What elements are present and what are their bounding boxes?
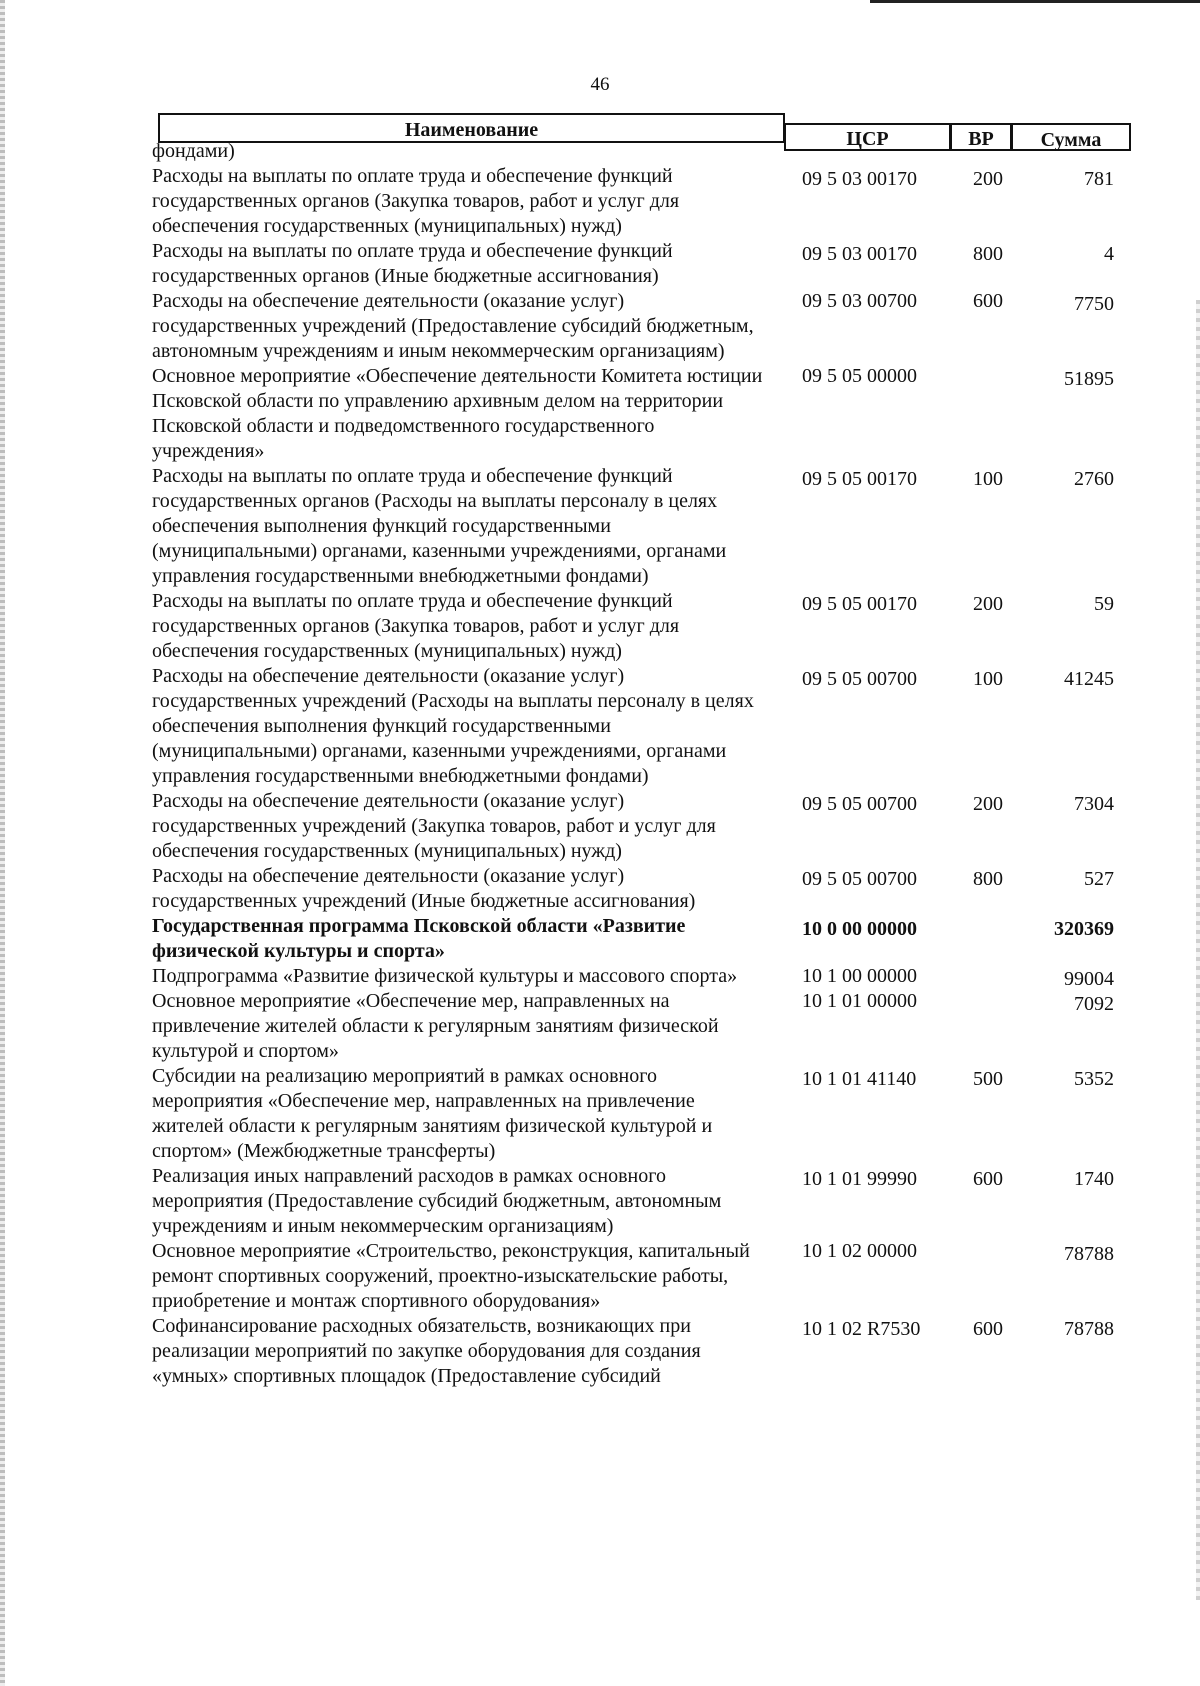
- table-row: [152, 589, 1132, 664]
- row-csr: 09 5 05 00700: [802, 868, 917, 890]
- row-name: Расходы на выплаты по оплате труда и обеспечение функций государственных органов (Иные бюджетные ассигнования): [152, 240, 673, 287]
- row-csr: 09 5 03 00700: [802, 290, 917, 312]
- row-csr: 09 5 03 00170: [802, 243, 917, 265]
- row-vr: 600: [973, 1168, 1003, 1190]
- row-sum: 78788: [1064, 1318, 1114, 1340]
- table-row: [152, 989, 1132, 1064]
- row-csr: 10 1 01 41140: [802, 1068, 917, 1090]
- scan-edge-top: [870, 0, 1200, 3]
- row-vr: 200: [973, 793, 1003, 815]
- table-row: [152, 164, 1132, 239]
- row-name: Софинансирование расходных обязательств, возникающих при реализации мероприятий по закупке оборудования для создания «умных» спортивных площадок (Предоставление субсидий: [152, 1315, 701, 1387]
- row-csr: 10 1 01 00000: [802, 990, 917, 1012]
- scan-edge-left: [0, 0, 5, 1686]
- table-row: [152, 789, 1132, 864]
- row-sum: 527: [1084, 868, 1114, 890]
- table-row: [152, 664, 1132, 789]
- header-vr: ВР: [950, 123, 1012, 151]
- table-row: [152, 1164, 1132, 1239]
- row-sum: 2760: [1074, 468, 1114, 490]
- row-name: Основное мероприятие «Обеспечение мер, направленных на привлечение жителей области к регулярным занятиям физической культурой и спортом»: [152, 990, 719, 1062]
- table-row: [152, 464, 1132, 589]
- row-sum: 320369: [1054, 918, 1114, 940]
- table-body: [152, 139, 1132, 1389]
- table-row: [152, 139, 1132, 164]
- row-name: Расходы на выплаты по оплате труда и обеспечение функций государственных органов (Расходы на выплаты персоналу в целях обеспечения выполнения функций государственными (муниципальными) органами, казенными учреждениями, органами управления государственными внебюджетными фондами): [152, 465, 727, 587]
- row-vr: 800: [973, 243, 1003, 265]
- table-row: [152, 239, 1132, 289]
- row-sum: 51895: [1064, 368, 1114, 390]
- row-name: Реализация иных направлений расходов в рамках основного мероприятия (Предоставление субсидий бюджетным, автономным учреждениям и иным некоммерческим организациям): [152, 1165, 722, 1237]
- table-row: [152, 864, 1132, 914]
- row-sum: 7092: [1074, 993, 1114, 1015]
- row-sum: 1740: [1074, 1168, 1114, 1190]
- row-sum: 781: [1084, 168, 1114, 190]
- row-csr: 09 5 05 00700: [802, 668, 917, 690]
- header-sum: Сумма: [1011, 123, 1131, 151]
- table-row: [152, 1064, 1132, 1164]
- row-name: Расходы на обеспечение деятельности (оказание услуг) государственных учреждений (Предоставление субсидий бюджетным, автономным учреждениям и иным некоммерческим организациям): [152, 290, 754, 362]
- row-sum: 7750: [1074, 293, 1114, 315]
- row-csr: 10 1 00 00000: [802, 965, 917, 987]
- row-sum: 7304: [1074, 793, 1114, 815]
- row-csr: 09 5 05 00170: [802, 593, 917, 615]
- table-row: [152, 1239, 1132, 1314]
- row-name: Основное мероприятие «Обеспечение деятельности Комитета юстиции Псковской области по управлению архивным делом на территории Псковской области и подведомственного государственного учреждения»: [152, 365, 763, 462]
- row-vr: 200: [973, 168, 1003, 190]
- row-vr: 200: [973, 593, 1003, 615]
- row-csr: 09 5 05 00000: [802, 365, 917, 387]
- table-row: [152, 364, 1132, 464]
- row-vr: 600: [973, 290, 1003, 312]
- row-name: Государственная программа Псковской области «Развитие физической культуры и спорта»: [152, 915, 686, 962]
- row-csr: 09 5 03 00170: [802, 168, 917, 190]
- row-csr: 10 1 02 R7530: [802, 1318, 921, 1340]
- table-row: [152, 1314, 1132, 1389]
- row-name: Расходы на обеспечение деятельности (оказание услуг) государственных учреждений (Закупка товаров, работ и услуг для обеспечения государственных (муниципальных) нужд): [152, 790, 716, 862]
- table-row: [152, 289, 1132, 364]
- row-name: Субсидии на реализацию мероприятий в рамках основного мероприятия «Обеспечение мер, направленных на привлечение жителей области к регулярным занятиям физической культурой и спортом» (Межбюджетные трансферты): [152, 1065, 713, 1162]
- page-number: 46: [590, 74, 610, 95]
- scan-edge-right: [1196, 300, 1200, 1600]
- row-name: Основное мероприятие «Строительство, реконструкция, капитальный ремонт спортивных сооружений, проектно-изыскательские работы, приобретение и монтаж спортивного оборудования»: [152, 1240, 750, 1312]
- row-vr: 100: [973, 468, 1003, 490]
- row-vr: 800: [973, 868, 1003, 890]
- row-sum: 41245: [1064, 668, 1114, 690]
- row-csr: 09 5 05 00170: [802, 468, 917, 490]
- row-csr: 10 1 01 99990: [802, 1168, 917, 1190]
- row-sum: 78788: [1064, 1243, 1114, 1265]
- row-sum: 5352: [1074, 1068, 1114, 1090]
- row-vr: 600: [973, 1318, 1003, 1340]
- row-sum: 4: [1104, 243, 1114, 265]
- table-row: [152, 964, 1132, 989]
- row-name: Расходы на обеспечение деятельности (оказание услуг) государственных учреждений (Иные бюджетные ассигнования): [152, 865, 696, 912]
- row-name: Подпрограмма «Развитие физической культуры и массового спорта»: [152, 965, 738, 987]
- row-vr: 100: [973, 668, 1003, 690]
- row-csr: 09 5 05 00700: [802, 793, 917, 815]
- row-name: Расходы на обеспечение деятельности (оказание услуг) государственных учреждений (Расходы на выплаты персоналу в целях обеспечения выполнения функций государственными (муниципальными) органами, казенными учреждениями, органами управления государственными внебюджетными фондами): [152, 665, 754, 787]
- row-sum: 59: [1094, 593, 1114, 615]
- table-row: [152, 914, 1132, 964]
- row-sum: 99004: [1064, 968, 1114, 990]
- row-name: Расходы на выплаты по оплате труда и обеспечение функций государственных органов (Закупка товаров, работ и услуг для обеспечения государственных (муниципальных) нужд): [152, 590, 680, 662]
- row-name: фондами): [152, 140, 235, 162]
- row-name: Расходы на выплаты по оплате труда и обеспечение функций государственных органов (Закупка товаров, работ и услуг для обеспечения государственных (муниципальных) нужд): [152, 165, 680, 237]
- header-name: Наименование: [158, 113, 785, 143]
- row-csr: 10 1 02 00000: [802, 1240, 917, 1262]
- header-csr: ЦСР: [784, 123, 951, 151]
- row-vr: 500: [973, 1068, 1003, 1090]
- row-csr: 10 0 00 00000: [802, 918, 917, 940]
